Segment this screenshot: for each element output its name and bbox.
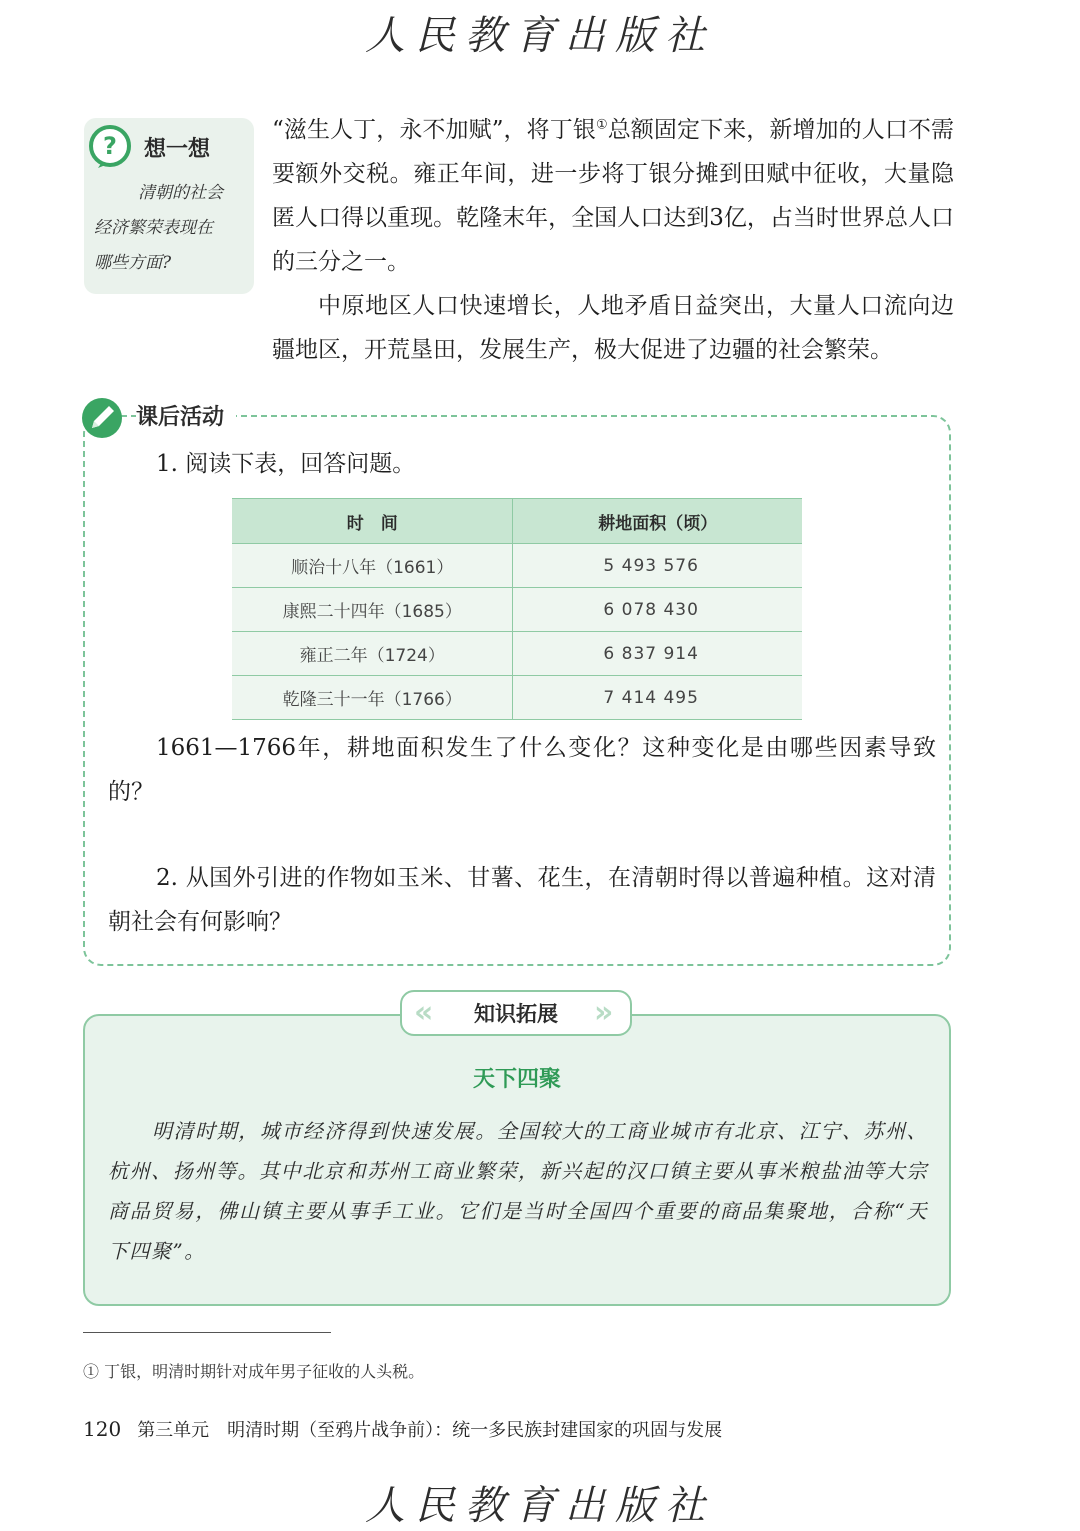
table-cell: 顺治十八年（1661） bbox=[232, 544, 513, 588]
column-header-time: 时 间 bbox=[232, 499, 513, 544]
paragraph-2: 中原地区人口快速增长，人地矛盾日益突出，大量人口流向边疆地区，开荒垦田，发展生产，极大促进了边疆的社会繁荣。 bbox=[272, 293, 954, 363]
table-row bbox=[232, 588, 802, 632]
paragraph-1-end: 总额固定下来，新增加的人口不需要额外交税。雍正年间，进一步将丁银分摊到田赋中征收，大量隐匿人口得以重现。乾隆末年，全国人口达到3亿，占当时世界总人口的三分之一。 bbox=[272, 117, 954, 275]
table-cell: 雍正二年（1724） bbox=[232, 632, 513, 676]
footnote: ① 丁银，明清时期针对成年男子征收的人头税。 bbox=[83, 1362, 425, 1381]
main-text bbox=[272, 108, 954, 372]
activity-title: 课后活动 bbox=[136, 400, 236, 431]
double-chevron-left-icon: « bbox=[414, 995, 434, 1030]
think-line: 经济繁荣表现在 bbox=[94, 218, 213, 238]
question-icon bbox=[88, 124, 134, 170]
question-1-follow-up: 1661—1766年，耕地面积发生了什么变化？这种变化是由哪些因素导致的？ bbox=[108, 735, 936, 805]
table-cell: 6 078 430 bbox=[513, 588, 802, 632]
knowledge-tab-title: 知识拓展 bbox=[474, 1002, 558, 1026]
think-question bbox=[94, 176, 248, 281]
table-row bbox=[232, 676, 802, 720]
footnote-divider bbox=[83, 1332, 331, 1333]
publisher-logo-top: 人民教育出版社 bbox=[365, 13, 715, 59]
table-row bbox=[232, 544, 802, 588]
question-2: 2. 从国外引进的作物如玉米、甘薯、花生，在清朝时得以普遍种植。这对清朝社会有何影响？ bbox=[108, 865, 936, 935]
table-row bbox=[232, 632, 802, 676]
table-cell: 康熙二十四年（1685） bbox=[232, 588, 513, 632]
page-number: 120 bbox=[83, 1417, 122, 1441]
table-cell: 乾隆三十一年（1766） bbox=[232, 676, 513, 720]
double-chevron-right-icon: » bbox=[594, 995, 614, 1030]
knowledge-text: 明清时期，城市经济得到快速发展。全国较大的工商业城市有北京、江宁、苏州、杭州、扬州等。其中北京和苏州工商业繁荣，新兴起的汉口镇主要从事米粮盐油等大宗商品贸易，佛山镇主要从事手工业。它们是当时全国四个重要的商品集聚地，合称“天下四聚”。 bbox=[108, 1119, 928, 1263]
footnote-ref: ① bbox=[595, 117, 608, 133]
pencil-icon bbox=[80, 394, 126, 440]
think-title: 想一想 bbox=[144, 137, 211, 162]
running-title: 第三单元 明清时期（至鸦片战争前）：统一多民族封建国家的巩固与发展 bbox=[137, 1420, 723, 1441]
table-cell: 6 837 914 bbox=[513, 632, 802, 676]
column-header-area: 耕地面积（顷） bbox=[513, 499, 802, 544]
farmland-table bbox=[232, 498, 802, 720]
table-cell: 5 493 576 bbox=[513, 544, 802, 588]
publisher-logo-bottom: 人民教育出版社 bbox=[365, 1483, 715, 1529]
page-footer bbox=[83, 1416, 722, 1442]
think-line: 清朝的社会 bbox=[138, 183, 223, 203]
table-header-row bbox=[232, 499, 802, 544]
svg-text:?: ? bbox=[103, 132, 117, 160]
table-cell: 7 414 495 bbox=[513, 676, 802, 720]
paragraph-1-start: “滋生人丁，永不加赋”，将丁银 bbox=[272, 117, 596, 143]
knowledge-subtitle: 天下四聚 bbox=[472, 1067, 561, 1092]
question-1: 1. 阅读下表，回答问题。 bbox=[156, 451, 416, 477]
think-line: 哪些方面? bbox=[94, 253, 172, 273]
